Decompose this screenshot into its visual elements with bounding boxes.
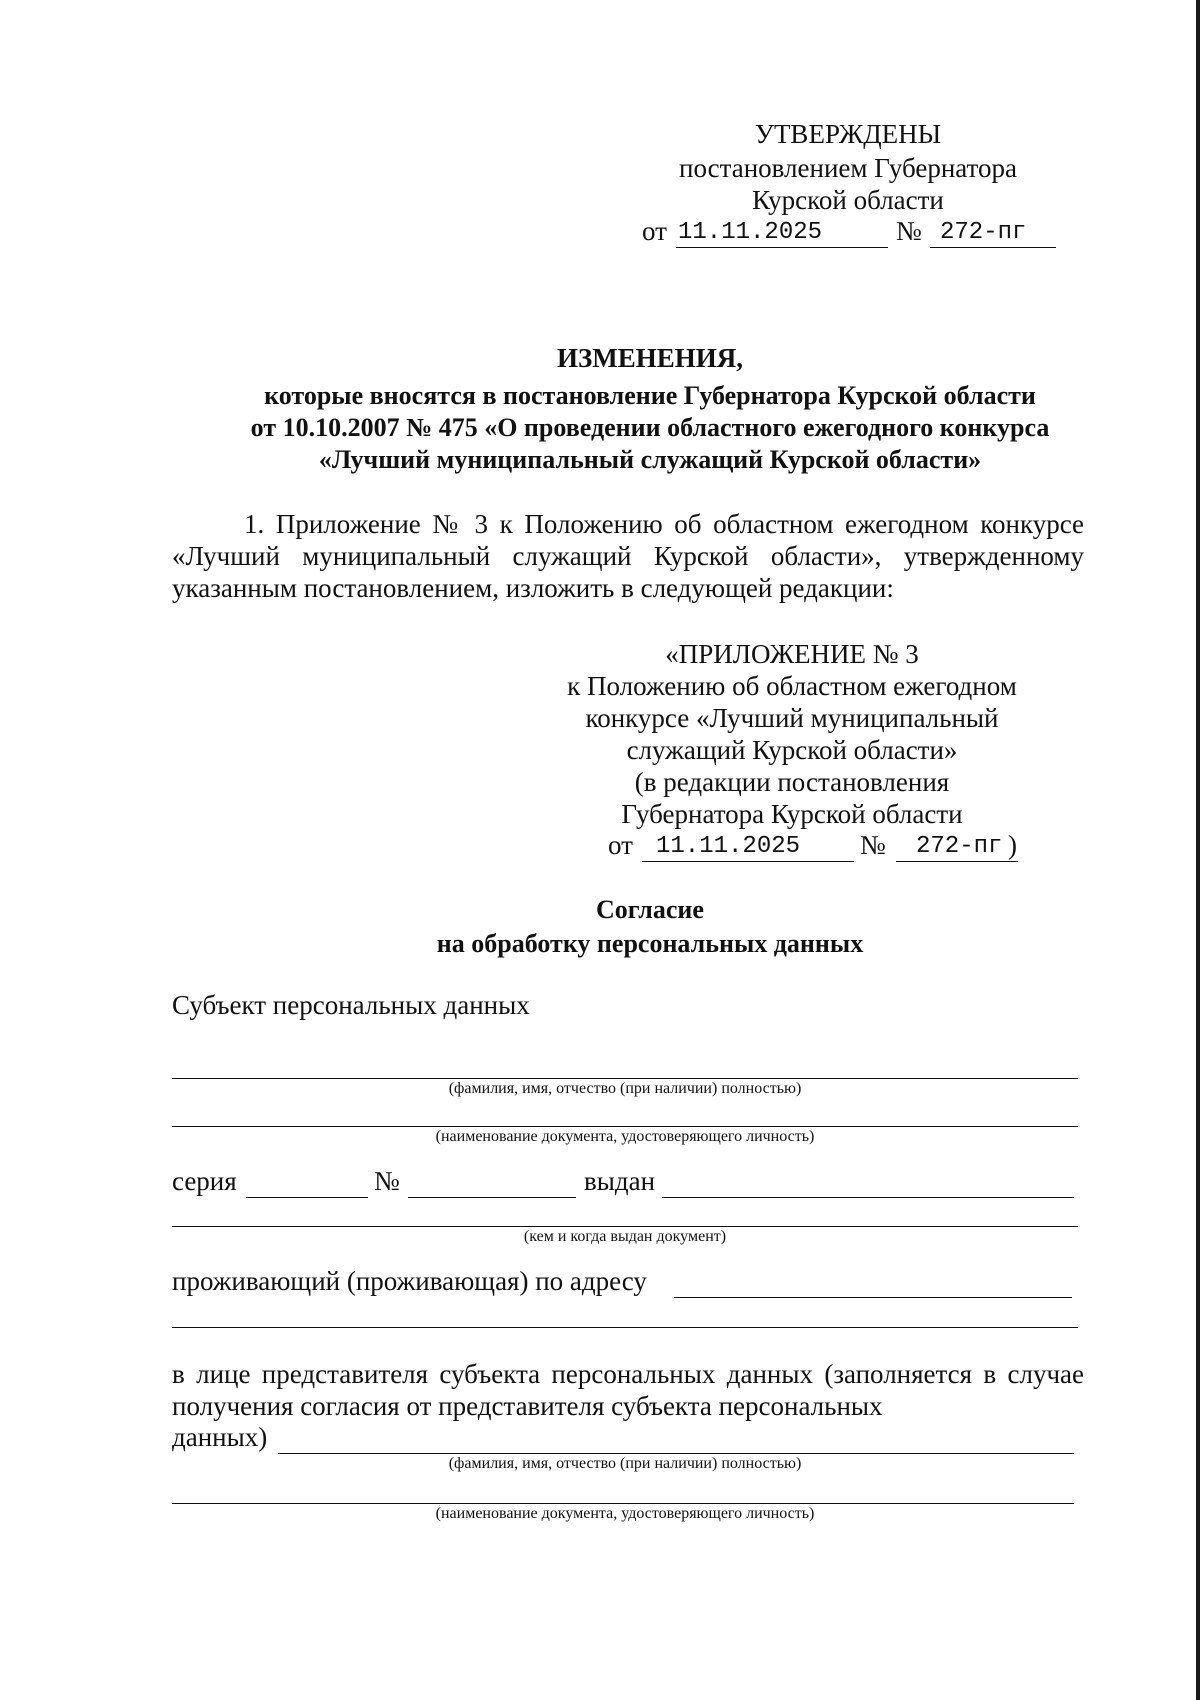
appendix-line2: к Положению об областном ежегодном	[567, 671, 1017, 701]
appendix-number-line	[896, 833, 1018, 862]
series-field[interactable]	[246, 1197, 368, 1198]
caption-doc: (наименование документа, удостоверяющего личность)	[435, 1128, 815, 1145]
passport-number-label: №	[374, 1166, 400, 1196]
title-line1: которые вносятся в постановление Губернатора Курской области	[264, 381, 1036, 410]
approval-from-label: от	[642, 216, 667, 246]
approval-line2: Курской области	[752, 185, 944, 215]
approval-heading: УТВЕРЖДЕНЫ	[754, 119, 942, 149]
approval-date-line	[676, 219, 888, 248]
fio-line[interactable]	[172, 1078, 1078, 1079]
appendix-close-paren: )	[1008, 830, 1017, 860]
approval-number-line	[930, 219, 1056, 248]
caption-doc-representative: (наименование документа, удостоверяющего личность)	[435, 1505, 815, 1522]
approval-line1: постановлением Губернатора	[679, 153, 1017, 183]
representative-doc-line[interactable]	[172, 1503, 1074, 1504]
representative-text: в лице представителя субъекта персональных данных (заполняется в случае получения согласия от представителя субъекта персональных	[172, 1359, 1084, 1421]
appendix-line3: конкурсе «Лучший муниципальный	[585, 703, 999, 733]
issued-by-line[interactable]	[172, 1226, 1078, 1227]
appendix-num-label: №	[860, 830, 886, 860]
appendix-date-line	[642, 833, 854, 862]
approval-num-label: №	[896, 216, 922, 246]
appendix-from-label: от	[608, 830, 633, 860]
appendix-line1: «ПРИЛОЖЕНИЕ № 3	[665, 639, 919, 669]
appendix-number: 272-пг	[916, 833, 1003, 860]
appendix-line5: (в редакции постановления	[634, 767, 950, 797]
representative-fio-field[interactable]	[278, 1453, 1074, 1454]
address-label: проживающий (проживающая) по адресу	[172, 1266, 647, 1296]
issued-field[interactable]	[662, 1197, 1074, 1198]
title-line2: от 10.10.2007 № 475 «О проведении областного ежегодного конкурса	[250, 413, 1050, 442]
consent-subtitle: на обработку персональных данных	[436, 929, 864, 958]
appendix-date: 11.11.2025	[656, 833, 801, 860]
issued-label: выдан	[584, 1166, 656, 1196]
address-field[interactable]	[674, 1297, 1072, 1298]
title-line3: «Лучший муниципальный служащий Курской области»	[318, 445, 982, 474]
document-title: ИЗМЕНЕНИЯ,	[556, 343, 743, 373]
doc-line[interactable]	[172, 1126, 1078, 1127]
paragraph-1: 1. Приложение № 3 к Положению об областном ежегодном конкурсе «Лучший муниципальный служащий Курской области», утвержденному указанным постановлением, изложить в следующей редакции:	[172, 509, 1084, 603]
approval-number: 272-пг	[940, 219, 1027, 246]
subject-label: Субъект персональных данных	[172, 990, 530, 1020]
address-line2[interactable]	[172, 1327, 1078, 1328]
consent-title: Согласие	[596, 895, 704, 924]
page-edge	[1196, 0, 1200, 1700]
series-label: серия	[172, 1166, 237, 1196]
representative-tail: данных)	[172, 1422, 268, 1452]
approval-date: 11.11.2025	[678, 219, 823, 246]
appendix-line4: служащий Курской области»	[626, 735, 958, 765]
passport-number-field[interactable]	[408, 1197, 576, 1198]
caption-issued: (кем и когда выдан документ)	[523, 1228, 727, 1245]
caption-fio-representative: (фамилия, имя, отчество (при наличии) полностью)	[448, 1455, 802, 1472]
caption-fio: (фамилия, имя, отчество (при наличии) полностью)	[448, 1080, 802, 1097]
appendix-line6: Губернатора Курской области	[621, 799, 963, 829]
